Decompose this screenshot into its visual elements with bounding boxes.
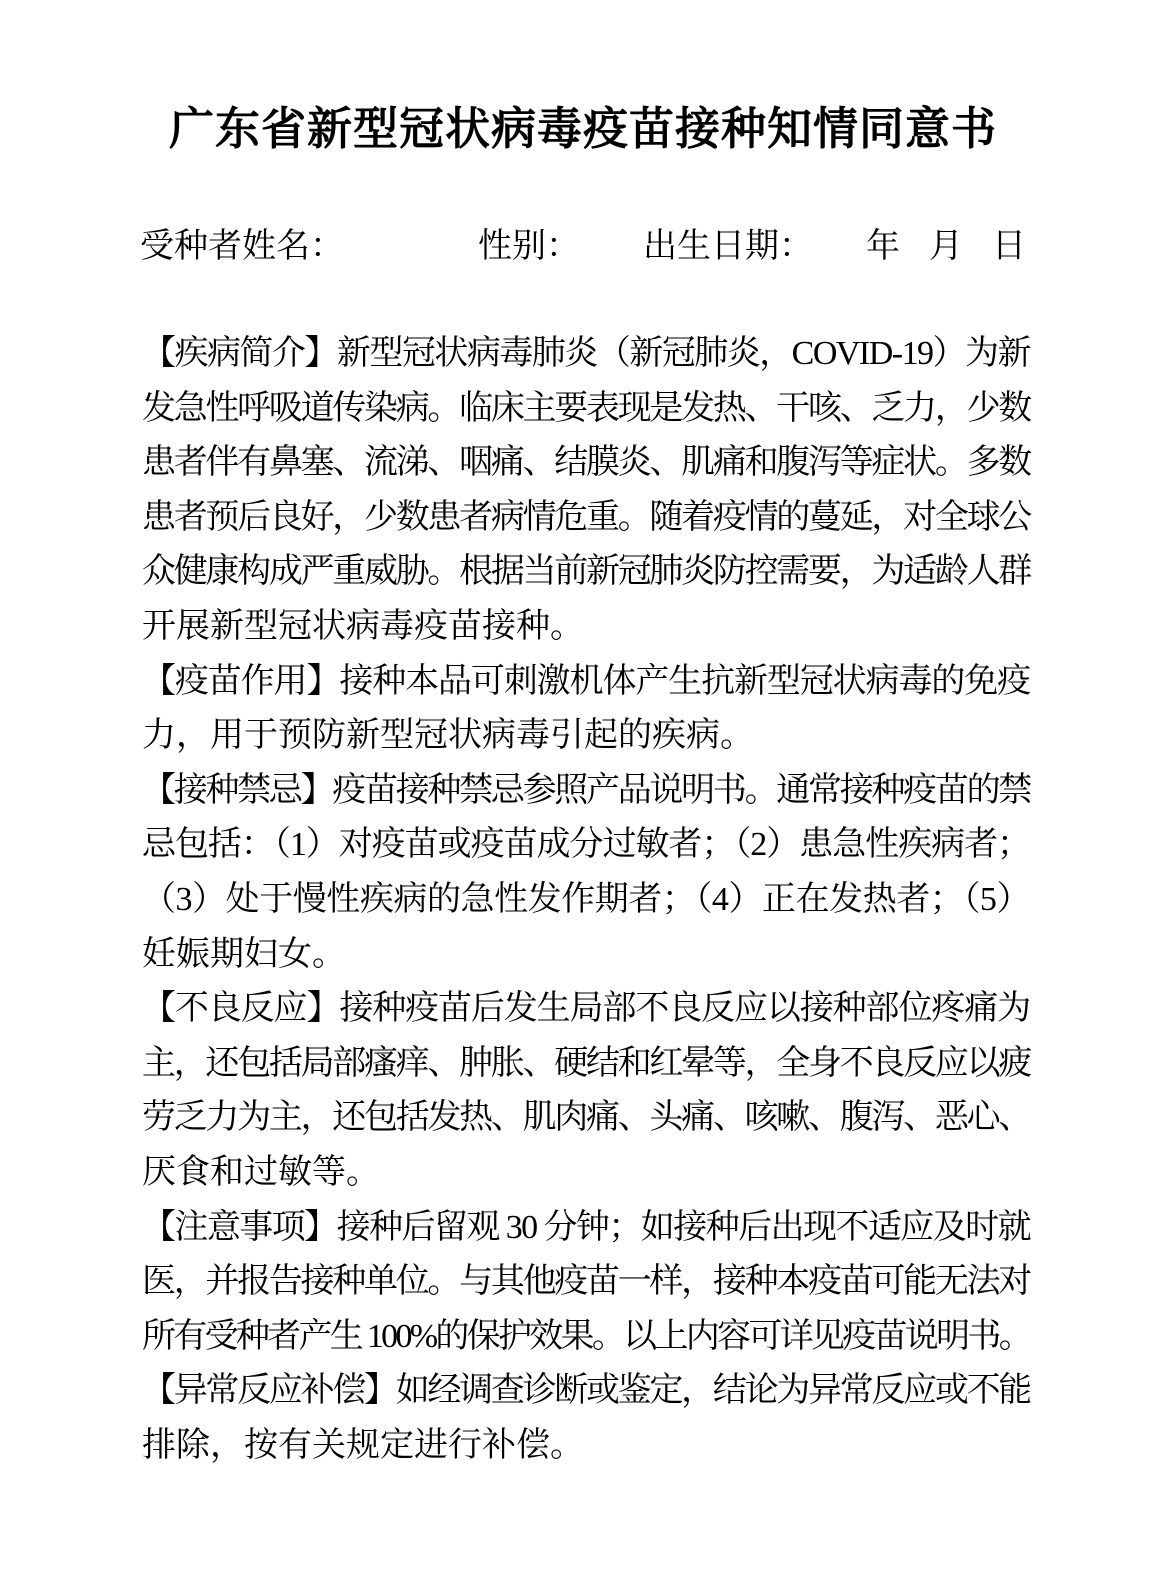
- document-body: [142, 327, 1030, 1473]
- recipient-name-label: 受种者姓名：: [140, 228, 344, 265]
- body-line-text: 开展新型冠状病毒疫苗接种。: [142, 607, 584, 645]
- body-line: [142, 600, 1030, 655]
- body-line-text: 【疾病简介】新型冠状病毒肺炎（新冠肺炎，COVID-19）为新: [142, 335, 1030, 372]
- recipient-info-line: [0, 222, 1166, 272]
- body-line: [142, 1255, 1030, 1310]
- body-line: [142, 491, 1030, 546]
- body-line-text: 【不良反应】接种疫苗后发生局部不良反应以接种部位疼痛为: [142, 990, 1030, 1028]
- body-line-text: 患者伴有鼻塞、流涕、咽痛、结膜炎、肌痛和腹泻等症状。多数: [142, 444, 1030, 482]
- body-line-text: 发急性呼吸道传染病。临床主要表现是发热、干咳、乏力，少数: [142, 389, 1030, 427]
- body-line: [142, 1146, 1030, 1201]
- gender-label: 性别：: [478, 228, 580, 265]
- body-line-text: 【注意事项】接种后留观 30 分钟；如接种后出现不适应及时就: [142, 1208, 1030, 1246]
- body-line-text: 劳乏力为主，还包括发热、肌肉痛、头痛、咳嗽、腹泻、恶心、: [142, 1099, 1030, 1137]
- body-line-text: 医，并报告接种单位。与其他疫苗一样，接种本疫苗可能无法对: [142, 1263, 1030, 1301]
- body-line: [142, 1310, 1030, 1365]
- body-line: [142, 1201, 1030, 1256]
- day-label: 日: [992, 228, 1026, 265]
- body-line-text: 【接种禁忌】疫苗接种禁忌参照产品说明书。通常接种疫苗的禁: [142, 771, 1030, 809]
- body-line-text: 【异常反应补偿】如经调查诊断或鉴定，结论为异常反应或不能: [142, 1372, 1030, 1410]
- year-label: 年: [866, 228, 900, 265]
- body-line-text: 忌包括：（1）对疫苗或疫苗成分过敏者；（2）患急性疾病者；: [142, 826, 1030, 864]
- body-line-text: 【疫苗作用】接种本品可刺激机体产生抗新型冠状病毒的免疫: [142, 662, 1030, 700]
- body-line: [142, 327, 1030, 382]
- body-line: [142, 982, 1030, 1037]
- body-line: [142, 436, 1030, 491]
- body-line: [142, 655, 1030, 710]
- document-title: 广东省新型冠状病毒疫苗接种知情同意书: [168, 104, 997, 154]
- body-line-text: 患者预后良好，少数患者病情危重。随着疫情的蔓延，对全球公: [142, 498, 1030, 536]
- birth-date-label: 出生日期：: [643, 228, 813, 265]
- month-label: 月: [929, 228, 963, 265]
- body-line-text: 厌食和过敏等。: [142, 1153, 380, 1191]
- body-line: [142, 545, 1030, 600]
- body-line-text: 主，还包括局部瘙痒、肿胀、硬结和红晕等，全身不良反应以疲: [142, 1044, 1030, 1082]
- body-line: [142, 1037, 1030, 1092]
- body-line-text: 所有受种者产生 100%的保护效果。以上内容可详见疫苗说明书。: [142, 1317, 1030, 1355]
- body-line: [142, 709, 1030, 764]
- body-line: [142, 382, 1030, 437]
- body-line-text: （3）处于慢性疾病的急性发作期者；（4）正在发热者；（5）: [142, 880, 1030, 918]
- body-line: [142, 1419, 1030, 1474]
- body-line: [142, 818, 1030, 873]
- body-line: [142, 928, 1030, 983]
- body-line-text: 妊娠期妇女。: [142, 935, 346, 973]
- body-line: [142, 873, 1030, 928]
- body-line-text: 众健康构成严重威胁。根据当前新冠肺炎防控需要，为适龄人群: [142, 553, 1030, 591]
- body-line: [142, 1364, 1030, 1419]
- body-line-text: 力，用于预防新型冠状病毒引起的疾病。: [142, 717, 754, 755]
- body-line: [142, 764, 1030, 819]
- body-line-text: 排除，按有关规定进行补偿。: [142, 1426, 584, 1464]
- body-line: [142, 1091, 1030, 1146]
